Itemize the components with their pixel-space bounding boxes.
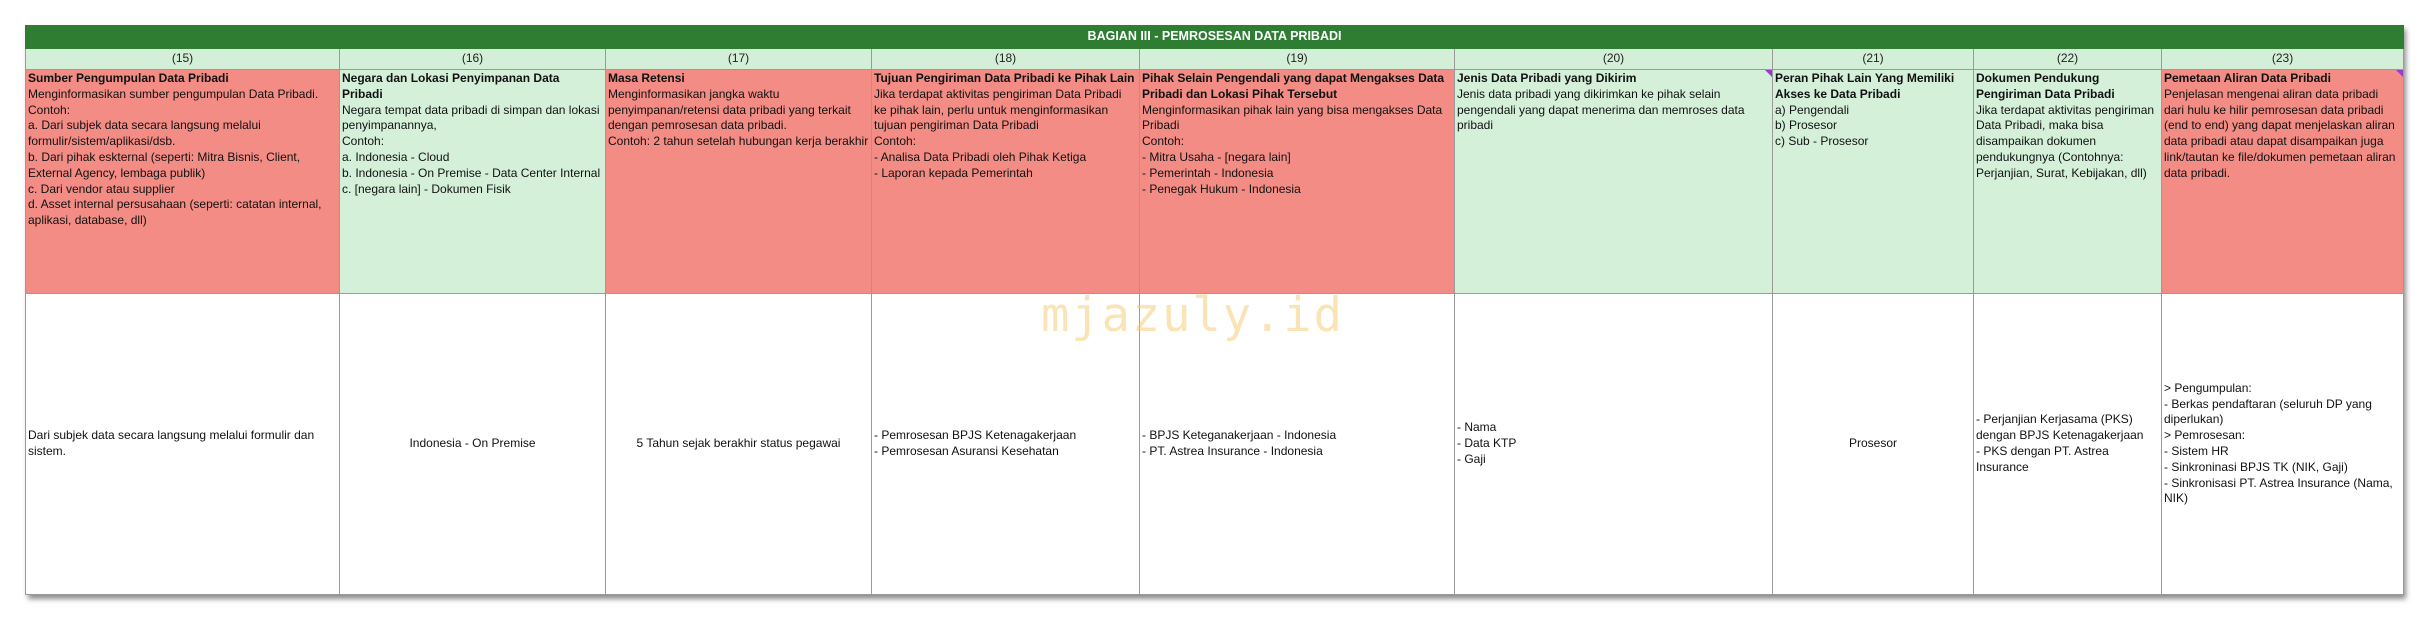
column-number[interactable]: (19) — [1140, 49, 1455, 70]
header-cell-masa-retensi[interactable] — [606, 70, 872, 294]
column-number[interactable]: (21) — [1773, 49, 1974, 70]
header-description: Menginformasikan sumber pengumpulan Data Pribadi. Contoh: a. Dari subjek data secara langsung melalui formulir/sistem/aplikasi/dsb. b. Dari pihak eskternal (seperti: Mitra Bisnis, Client, External Agency, lembaga publik) c. Dari vendor atau supplier d. Asset internal persusahaan (seperti: catatan internal, aplikasi, database, dll) — [28, 86, 322, 228]
cell-value: 5 Tahun sejak berakhir status pegawai — [636, 436, 841, 451]
data-cell-jenis-data[interactable] — [1455, 294, 1773, 595]
data-cell-pemetaan-aliran[interactable] — [2162, 294, 2404, 595]
cell-value: - Pemrosesan BPJS Ketenagakerjaan - Pemrosesan Asuransi Kesehatan — [874, 428, 1077, 458]
watermark-text: mjazuly.id — [1041, 288, 1344, 343]
section-title-row — [26, 26, 2404, 49]
header-title: Masa Retensi — [608, 71, 685, 85]
header-cell-pemetaan-aliran[interactable] — [2162, 70, 2404, 294]
header-title: Dokumen Pendukung Pengiriman Data Pribadi — [1976, 71, 2115, 101]
processing-table — [25, 25, 2404, 595]
header-description: Jenis data pribadi yang dikirimkan ke pihak selain pengendali yang dapat menerima dan memroses data pribadi — [1457, 86, 1745, 133]
data-cell-dokumen-pendukung[interactable] — [1974, 294, 2162, 595]
header-description: Penjelasan mengenai aliran data pribadi dari hulu ke hilir pemrosesan data pribadi (end to end) yang dapat menjelaskan aliran data pribadi atau dapat disampaikan juga link/tautan ke file/dokumen pemetaan aliran data pribadi. — [2164, 86, 2396, 180]
header-title: Negara dan Lokasi Penyimpanan Data Pribadi — [342, 71, 560, 101]
column-number[interactable]: (17) — [606, 49, 872, 70]
column-number[interactable]: (16) — [340, 49, 606, 70]
header-title: Sumber Pengumpulan Data Pribadi — [28, 71, 229, 85]
column-number[interactable]: (22) — [1974, 49, 2162, 70]
header-title: Pihak Selain Pengendali yang dapat Mengakses Data Pribadi dan Lokasi Pihak Tersebut — [1142, 71, 1445, 101]
header-cell-pihak-pengakses[interactable] — [1140, 70, 1455, 294]
column-number[interactable]: (23) — [2162, 49, 2404, 70]
data-cell-lokasi-penyimpanan[interactable] — [340, 294, 606, 595]
header-description: Jika terdapat aktivitas pengiriman Data Pribadi, maka bisa disampaikan dokumen pendukungnya (Contohnya: Perjanjian, Surat, Kebijakan, dll) — [1976, 102, 2155, 180]
data-cell-sumber-pengumpulan[interactable] — [26, 294, 340, 595]
data-row — [26, 294, 2404, 595]
comment-indicator-icon[interactable] — [2396, 70, 2403, 77]
section-title[interactable]: BAGIAN III - PEMROSESAN DATA PRIBADI — [26, 26, 2404, 49]
data-cell-peran-pihak-lain[interactable] — [1773, 294, 1974, 595]
column-number[interactable]: (18) — [872, 49, 1140, 70]
header-description: Menginformasikan pihak lain yang bisa mengakses Data Pribadi Contoh: - Mitra Usaha - [negara lain] - Pemerintah - Indonesia - Penegak Hukum - Indonesia — [1142, 102, 1443, 196]
comment-indicator-icon[interactable] — [1765, 70, 1772, 77]
header-description: Menginformasikan jangka waktu penyimpanan/retensi data pribadi yang terkait dengan pemrosesan data pribadi. Contoh: 2 tahun setelah hubungan kerja berakhir — [608, 86, 869, 149]
column-number[interactable]: (15) — [26, 49, 340, 70]
header-description: Negara tempat data pribadi di simpan dan lokasi penyimpanannya, Contoh: a. Indonesia - Cloud b. Indonesia - On Premise - Data Center Internal c. [negara lain] - Dokumen Fisik — [342, 102, 601, 196]
cell-value: Indonesia - On Premise — [409, 436, 536, 451]
header-cell-lokasi-penyimpanan[interactable] — [340, 70, 606, 294]
cell-value: - Perjanjian Kerjasama (PKS) dengan BPJS Ketenagakerjaan - PKS dengan PT. Astrea Insurance — [1976, 412, 2144, 474]
column-number[interactable]: (20) — [1455, 49, 1773, 70]
header-cell-tujuan-pengiriman[interactable] — [872, 70, 1140, 294]
header-title: Tujuan Pengiriman Data Pribadi ke Pihak Lain — [874, 71, 1135, 85]
header-description: a) Pengendali b) Prosesor c) Sub - Prosesor — [1775, 102, 1869, 149]
cell-value: Dari subjek data secara langsung melalui formulir dan sistem. — [28, 428, 315, 458]
header-cell-dokumen-pendukung[interactable] — [1974, 70, 2162, 294]
data-cell-masa-retensi[interactable] — [606, 294, 872, 595]
data-cell-pihak-pengakses[interactable] — [1140, 294, 1455, 595]
cell-value: Prosesor — [1848, 436, 1898, 451]
header-description: Jika terdapat aktivitas pengiriman Data Pribadi ke pihak lain, perlu untuk menginformasikan tujuan pengiriman Data Pribadi Contoh: - Analisa Data Pribadi oleh Pihak Ketiga - Laporan kepada Pemerintah — [874, 86, 1122, 180]
header-title: Peran Pihak Lain Yang Memiliki Akses ke Data Pribadi — [1775, 71, 1955, 101]
column-header-row — [26, 70, 2404, 294]
cell-value: - BPJS Keteganakerjaan - Indonesia - PT. Astrea Insurance - Indonesia — [1142, 428, 1337, 458]
spreadsheet — [25, 25, 2403, 595]
cell-value: - Nama - Data KTP - Gaji — [1457, 420, 1517, 466]
header-cell-sumber-pengumpulan[interactable] — [26, 70, 340, 294]
header-cell-peran-pihak-lain[interactable] — [1773, 70, 1974, 294]
header-title: Pemetaan Aliran Data Pribadi — [2164, 71, 2331, 85]
header-cell-jenis-data[interactable] — [1455, 70, 1773, 294]
data-cell-tujuan-pengiriman[interactable] — [872, 294, 1140, 595]
header-title: Jenis Data Pribadi yang Dikirim — [1457, 71, 1637, 85]
cell-value: > Pengumpulan: - Berkas pendaftaran (seluruh DP yang diperlukan) > Pemrosesan: - Sistem HR - Sinkroninasi BPJS TK (NIK, Gaji) - Sinkronisasi PT. Astrea Insurance (Nama, NIK) — [2164, 380, 2393, 506]
column-number-row — [26, 49, 2404, 70]
